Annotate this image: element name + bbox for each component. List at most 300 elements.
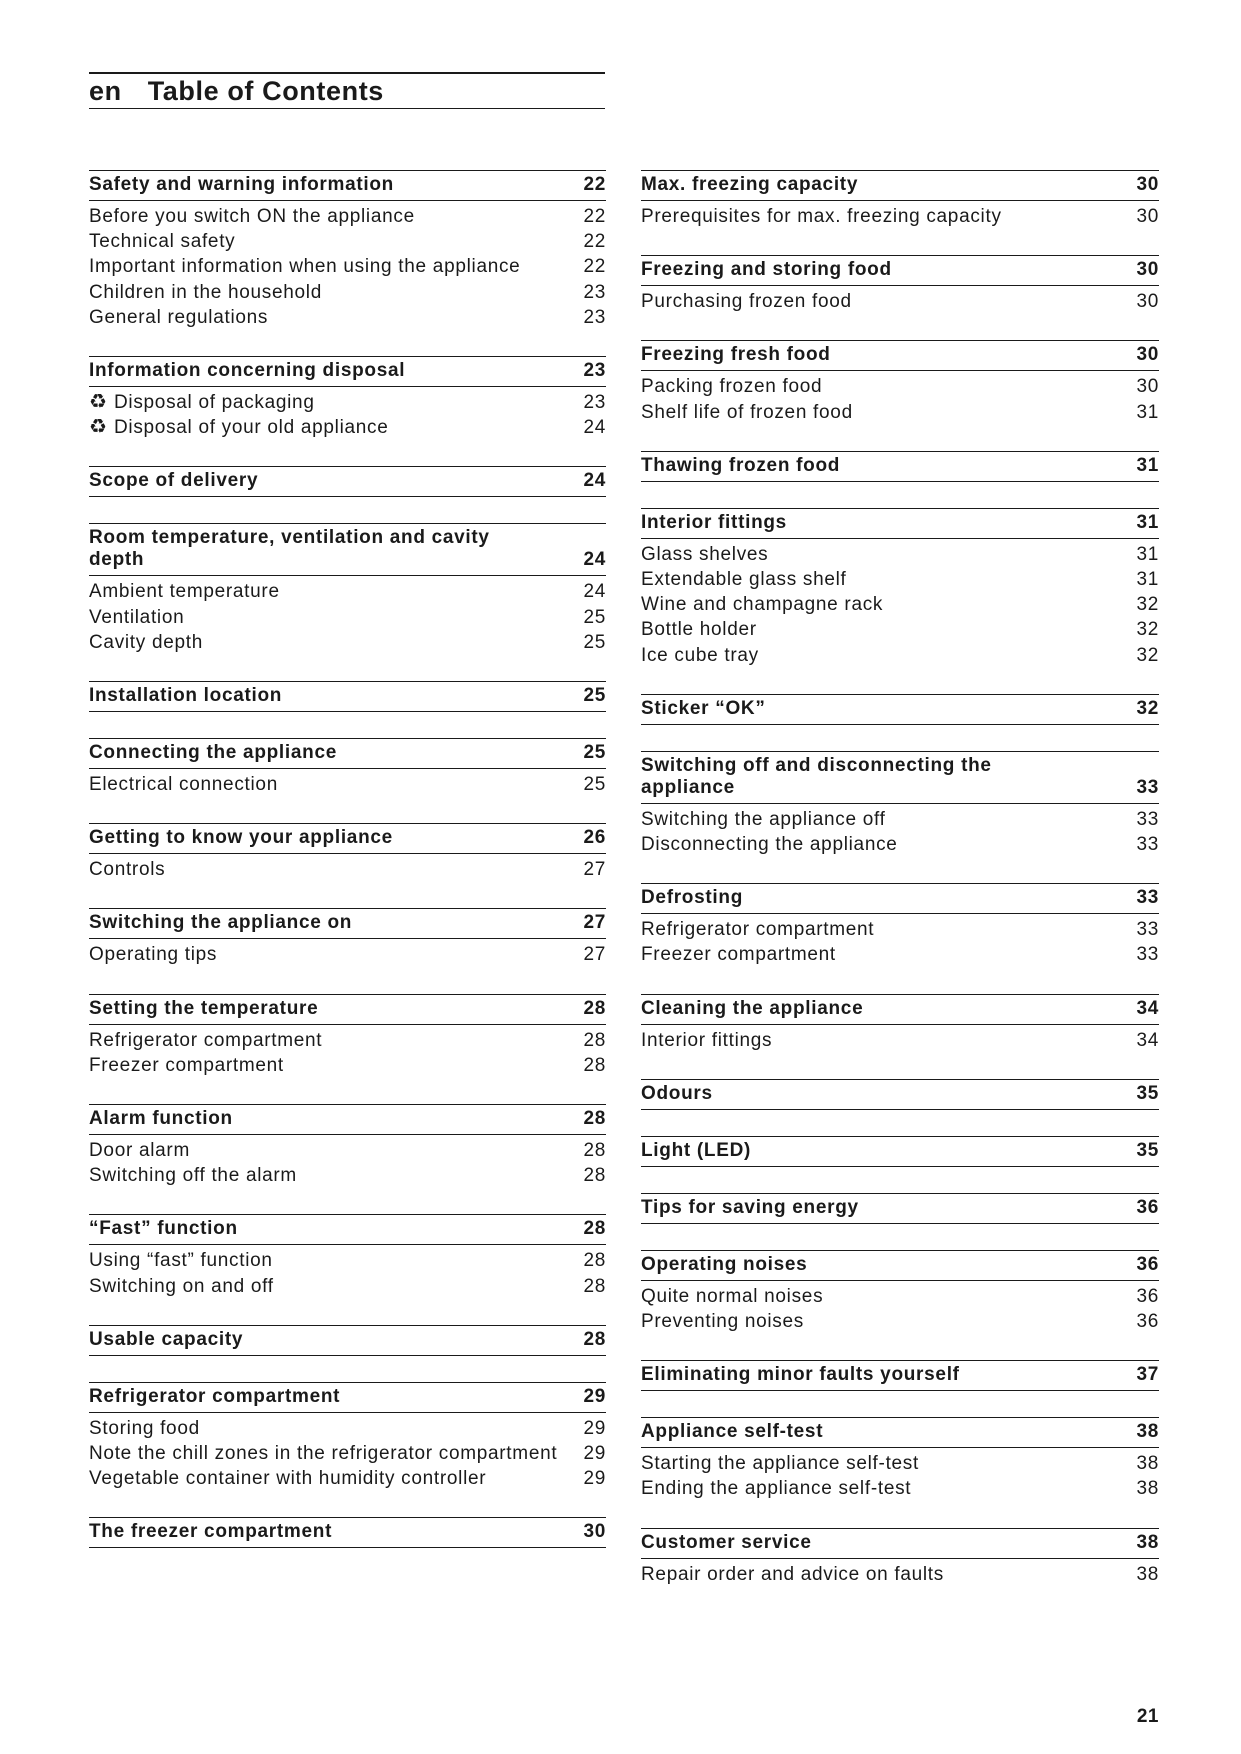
entry-title: Operating tips bbox=[89, 944, 218, 966]
section-title: Thawing frozen food bbox=[641, 454, 841, 476]
section-page-number: 36 bbox=[1136, 1196, 1159, 1218]
entry-page-number: 29 bbox=[583, 1468, 606, 1490]
toc-entry[interactable] bbox=[641, 1476, 1159, 1501]
entry-page-number: 23 bbox=[583, 306, 606, 328]
section-page-number: 30 bbox=[583, 1521, 606, 1543]
section-page-number: 27 bbox=[583, 912, 606, 934]
toc-section bbox=[641, 1079, 1159, 1110]
toc-entry[interactable] bbox=[89, 390, 606, 415]
toc-section-heading[interactable] bbox=[89, 681, 606, 712]
entry-title: Repair order and advice on faults bbox=[641, 1563, 944, 1585]
entry-title: Starting the appliance self-test bbox=[641, 1453, 919, 1475]
toc-section-heading[interactable] bbox=[641, 1360, 1159, 1391]
toc-section bbox=[641, 751, 1159, 857]
entry-text-wrap bbox=[89, 280, 322, 305]
section-title: Operating noises bbox=[641, 1253, 808, 1275]
toc-section bbox=[89, 823, 606, 882]
entry-page-number: 28 bbox=[583, 1275, 606, 1297]
section-page-number: 32 bbox=[1136, 697, 1159, 719]
entry-page-number: 38 bbox=[1136, 1453, 1159, 1475]
toc-section bbox=[641, 1360, 1159, 1391]
page-title: Table of Contents bbox=[147, 75, 384, 106]
toc-subentries bbox=[641, 286, 1159, 314]
entry-page-number: 23 bbox=[583, 281, 606, 303]
toc-section-heading[interactable] bbox=[89, 1214, 606, 1245]
toc-subentries bbox=[89, 1245, 606, 1298]
toc-entry[interactable] bbox=[89, 772, 606, 797]
toc-entry[interactable] bbox=[89, 1274, 606, 1299]
section-title: Getting to know your appliance bbox=[89, 827, 393, 849]
entry-text-wrap bbox=[89, 605, 184, 630]
entry-title: Switching the appliance off bbox=[641, 808, 886, 830]
toc-entry[interactable] bbox=[641, 1284, 1159, 1309]
toc-section bbox=[89, 1517, 606, 1548]
toc-section bbox=[641, 1193, 1159, 1224]
section-title: Switching the appliance on bbox=[89, 912, 353, 934]
entry-text-wrap bbox=[641, 1476, 911, 1501]
section-title: Max. freezing capacity bbox=[641, 174, 859, 195]
section-title: Usable capacity bbox=[89, 1328, 244, 1350]
toc-subentries bbox=[89, 1413, 606, 1492]
entry-page-number: 25 bbox=[583, 774, 606, 796]
entry-page-number: 31 bbox=[1136, 569, 1159, 591]
toc-section-heading[interactable] bbox=[89, 823, 606, 854]
entry-title: Using “fast” function bbox=[89, 1250, 273, 1272]
entry-page-number: 36 bbox=[1136, 1285, 1159, 1307]
section-page-number: 28 bbox=[583, 1108, 606, 1130]
entry-text-wrap bbox=[89, 1274, 274, 1299]
toc-entry[interactable] bbox=[641, 592, 1159, 617]
entry-text-wrap bbox=[89, 1028, 322, 1053]
section-page-number: 30 bbox=[1136, 259, 1159, 281]
toc-right-column bbox=[641, 170, 1159, 1613]
toc-section bbox=[89, 1382, 606, 1492]
toc-subentries bbox=[641, 804, 1159, 857]
entry-page-number: 23 bbox=[583, 392, 606, 414]
entry-text-wrap bbox=[641, 1309, 804, 1334]
entry-text-wrap bbox=[89, 254, 520, 279]
section-page-number: 25 bbox=[583, 742, 606, 764]
toc-entry[interactable] bbox=[641, 400, 1159, 425]
toc-section-heading[interactable] bbox=[641, 451, 1159, 482]
entry-page-number: 38 bbox=[1136, 1563, 1159, 1585]
entry-title: Packing frozen food bbox=[641, 376, 823, 398]
toc-entry[interactable] bbox=[89, 579, 606, 604]
toc-section-heading[interactable] bbox=[89, 1325, 606, 1356]
entry-text-wrap bbox=[89, 942, 217, 967]
toc-entry[interactable] bbox=[641, 204, 1159, 229]
toc-section-heading[interactable] bbox=[641, 1528, 1159, 1559]
entry-text-wrap bbox=[89, 1053, 284, 1078]
section-title: Interior fittings bbox=[641, 511, 787, 533]
entry-text-wrap bbox=[89, 579, 280, 604]
section-title: Sticker “OK” bbox=[641, 697, 766, 719]
toc-subentries bbox=[641, 539, 1159, 668]
section-page-number: 36 bbox=[1136, 1253, 1159, 1275]
entry-page-number: 22 bbox=[583, 256, 606, 278]
entry-page-number: 32 bbox=[1136, 644, 1159, 666]
toc-section-heading[interactable] bbox=[89, 523, 606, 576]
entry-text-wrap bbox=[89, 1138, 190, 1163]
entry-page-number: 30 bbox=[1136, 291, 1159, 313]
entry-text-wrap bbox=[641, 289, 852, 314]
toc-entry[interactable] bbox=[89, 1163, 606, 1188]
toc-section bbox=[89, 1214, 606, 1298]
toc-section-heading[interactable] bbox=[89, 356, 606, 387]
toc-section bbox=[641, 1250, 1159, 1334]
entry-title: Storing food bbox=[89, 1417, 200, 1439]
section-title: Freezing and storing food bbox=[641, 259, 892, 281]
entry-text-wrap bbox=[89, 1416, 200, 1441]
toc-subentries bbox=[641, 201, 1159, 229]
section-title: Connecting the appliance bbox=[89, 742, 337, 764]
entry-text-wrap bbox=[89, 772, 278, 797]
toc-entry[interactable] bbox=[89, 942, 606, 967]
entry-title: Ending the appliance self-test bbox=[641, 1478, 912, 1500]
entry-page-number: 30 bbox=[1136, 376, 1159, 398]
toc-section-heading[interactable] bbox=[641, 694, 1159, 725]
toc-entry[interactable] bbox=[89, 1248, 606, 1273]
toc-entry[interactable] bbox=[89, 605, 606, 630]
section-title: Installation location bbox=[89, 685, 283, 707]
entry-title: Shelf life of frozen food bbox=[641, 401, 853, 423]
toc-section-heading[interactable] bbox=[89, 1382, 606, 1413]
section-title: Light (LED) bbox=[641, 1139, 752, 1161]
toc-section bbox=[89, 1325, 606, 1356]
entry-page-number: 33 bbox=[1136, 919, 1159, 941]
toc-subentries bbox=[89, 769, 606, 797]
section-page-number: 25 bbox=[583, 685, 606, 707]
entry-title: Children in the household bbox=[89, 281, 322, 303]
entry-title: Technical safety bbox=[89, 231, 236, 253]
toc-entry[interactable] bbox=[89, 1138, 606, 1163]
toc-entry[interactable] bbox=[641, 1028, 1159, 1053]
entry-text-wrap bbox=[641, 807, 886, 832]
section-page-number: 22 bbox=[583, 174, 606, 195]
entry-title: Vegetable container with humidity controller bbox=[89, 1468, 487, 1490]
section-title: Odours bbox=[641, 1082, 713, 1104]
toc-subentries bbox=[89, 939, 606, 967]
toc-section-heading[interactable] bbox=[89, 738, 606, 769]
toc-section bbox=[89, 466, 606, 497]
entry-page-number: 28 bbox=[583, 1029, 606, 1051]
entry-title: Refrigerator compartment bbox=[89, 1029, 323, 1051]
toc-section bbox=[641, 340, 1159, 424]
toc-section-heading[interactable] bbox=[89, 1517, 606, 1548]
entry-page-number: 29 bbox=[583, 1417, 606, 1439]
entry-text-wrap bbox=[89, 1466, 486, 1491]
toc-section bbox=[641, 1417, 1159, 1501]
entry-text-wrap bbox=[89, 1248, 273, 1273]
entry-text-wrap bbox=[89, 1441, 557, 1466]
entry-title: Switching off the alarm bbox=[89, 1165, 297, 1187]
entry-page-number: 34 bbox=[1136, 1029, 1159, 1051]
toc-subentries bbox=[641, 371, 1159, 424]
toc-subentries bbox=[89, 1025, 606, 1078]
entry-title: Electrical connection bbox=[89, 774, 278, 796]
toc-section-heading[interactable] bbox=[641, 751, 1159, 804]
entry-text-wrap bbox=[641, 204, 1002, 229]
section-title: Tips for saving energy bbox=[641, 1196, 859, 1218]
entry-title: Note the chill zones in the refrigerator compartment bbox=[89, 1443, 558, 1465]
toc-section bbox=[641, 694, 1159, 725]
toc-entry[interactable] bbox=[641, 807, 1159, 832]
entry-text-wrap bbox=[641, 942, 836, 967]
entry-page-number: 28 bbox=[583, 1250, 606, 1272]
toc-entry[interactable] bbox=[89, 1053, 606, 1078]
toc-entry[interactable] bbox=[641, 643, 1159, 668]
toc-section-heading[interactable] bbox=[641, 255, 1159, 286]
entry-text-wrap bbox=[89, 1163, 297, 1188]
toc-section-heading[interactable] bbox=[641, 1079, 1159, 1110]
entry-title: General regulations bbox=[89, 306, 269, 328]
entry-page-number: 22 bbox=[583, 206, 606, 227]
toc-section-heading[interactable] bbox=[641, 340, 1159, 371]
toc-entry[interactable] bbox=[641, 917, 1159, 942]
section-page-number: 26 bbox=[583, 827, 606, 849]
section-title: Setting the temperature bbox=[89, 997, 319, 1019]
entry-page-number: 24 bbox=[583, 417, 606, 439]
toc-section-heading[interactable] bbox=[641, 1193, 1159, 1224]
toc-subentries bbox=[89, 387, 606, 440]
section-title: Refrigerator compartment bbox=[89, 1385, 341, 1407]
entry-page-number: 33 bbox=[1136, 834, 1159, 856]
section-page-number: 38 bbox=[1136, 1531, 1159, 1553]
entry-title: Refrigerator compartment bbox=[641, 919, 875, 941]
entry-page-number: 33 bbox=[1136, 944, 1159, 966]
section-page-number: 33 bbox=[1136, 776, 1159, 798]
toc-section-heading[interactable] bbox=[641, 1417, 1159, 1448]
toc-section bbox=[89, 170, 606, 330]
toc-subentries bbox=[89, 1135, 606, 1188]
section-title: Scope of delivery bbox=[89, 470, 259, 492]
section-page-number: 33 bbox=[1136, 887, 1159, 909]
section-page-number: 34 bbox=[1136, 997, 1159, 1019]
entry-page-number: 28 bbox=[583, 1165, 606, 1187]
entry-text-wrap bbox=[641, 617, 757, 642]
toc-subentries bbox=[641, 1559, 1159, 1587]
section-title: Switching off and disconnecting the appliance bbox=[641, 754, 992, 798]
entry-title: Extendable glass shelf bbox=[641, 569, 847, 591]
toc-entry[interactable] bbox=[89, 857, 606, 882]
toc-subentries bbox=[641, 1448, 1159, 1501]
entry-title: Wine and champagne rack bbox=[641, 594, 884, 616]
toc-section-heading[interactable] bbox=[641, 994, 1159, 1025]
toc-section-heading[interactable] bbox=[89, 1104, 606, 1135]
toc-section-heading[interactable] bbox=[89, 466, 606, 497]
entry-page-number: 30 bbox=[1136, 206, 1159, 227]
section-page-number: 30 bbox=[1136, 174, 1159, 195]
entry-text-wrap bbox=[641, 1284, 823, 1309]
toc-section bbox=[89, 681, 606, 712]
section-title: Safety and warning information bbox=[89, 174, 394, 195]
entry-title: Bottle holder bbox=[641, 619, 757, 641]
section-title: Room temperature, ventilation and cavity depth bbox=[89, 527, 490, 571]
entry-page-number: 33 bbox=[1136, 808, 1159, 830]
section-page-number: 31 bbox=[1136, 511, 1159, 533]
toc-section-heading[interactable] bbox=[89, 170, 606, 201]
entry-title: Ice cube tray bbox=[641, 644, 759, 666]
toc-entry[interactable] bbox=[89, 204, 606, 229]
entry-text-wrap bbox=[89, 204, 415, 229]
entry-title: Ventilation bbox=[89, 606, 185, 628]
toc-entry[interactable] bbox=[89, 1466, 606, 1491]
toc-entry[interactable] bbox=[89, 415, 606, 440]
entry-title: Switching on and off bbox=[89, 1275, 274, 1297]
toc-subentries bbox=[89, 854, 606, 882]
toc-entry[interactable] bbox=[641, 289, 1159, 314]
entry-page-number: 22 bbox=[583, 231, 606, 253]
toc-section-heading[interactable] bbox=[89, 908, 606, 939]
toc-left-column bbox=[89, 170, 606, 1574]
entry-page-number: 31 bbox=[1136, 543, 1159, 565]
toc-entry[interactable] bbox=[641, 1309, 1159, 1334]
toc-entry[interactable] bbox=[641, 1562, 1159, 1587]
section-page-number: 30 bbox=[1136, 344, 1159, 366]
entry-page-number: 24 bbox=[583, 581, 606, 603]
section-page-number: 28 bbox=[583, 1328, 606, 1350]
toc-section bbox=[641, 994, 1159, 1053]
toc-section bbox=[641, 1136, 1159, 1167]
entry-page-number: 38 bbox=[1136, 1478, 1159, 1500]
toc-section-heading[interactable] bbox=[641, 170, 1159, 201]
entry-text-wrap bbox=[641, 1451, 919, 1476]
language-code: en bbox=[89, 75, 122, 106]
entry-text-wrap bbox=[641, 832, 898, 857]
toc-section-heading[interactable] bbox=[641, 883, 1159, 914]
entry-title: Ambient temperature bbox=[89, 581, 280, 603]
entry-text-wrap bbox=[89, 415, 389, 440]
toc-section bbox=[641, 255, 1159, 314]
entry-page-number: 27 bbox=[583, 944, 606, 966]
section-page-number: 37 bbox=[1136, 1364, 1159, 1386]
entry-page-number: 32 bbox=[1136, 619, 1159, 641]
entry-text-wrap bbox=[641, 917, 874, 942]
entry-text-wrap bbox=[641, 1028, 772, 1053]
section-page-number: 28 bbox=[583, 1218, 606, 1240]
toc-section bbox=[89, 908, 606, 967]
toc-subentries bbox=[641, 914, 1159, 967]
page-header bbox=[89, 72, 605, 109]
entry-title: Before you switch ON the appliance bbox=[89, 206, 415, 227]
entry-text-wrap bbox=[641, 374, 822, 399]
entry-page-number: 25 bbox=[583, 631, 606, 653]
entry-text-wrap bbox=[89, 630, 203, 655]
toc-entry[interactable] bbox=[641, 542, 1159, 567]
toc-subentries bbox=[89, 201, 606, 330]
toc-section bbox=[641, 1528, 1159, 1587]
toc-entry[interactable] bbox=[89, 630, 606, 655]
entry-text-wrap bbox=[641, 567, 847, 592]
entry-text-wrap bbox=[641, 592, 883, 617]
entry-title: Freezer compartment bbox=[641, 944, 836, 966]
page-number: 21 bbox=[1136, 1706, 1159, 1727]
entry-title: Prerequisites for max. freezing capacity bbox=[641, 206, 1002, 227]
section-page-number: 29 bbox=[583, 1385, 606, 1407]
toc-section bbox=[641, 451, 1159, 482]
toc-section bbox=[89, 1104, 606, 1188]
toc-entry[interactable] bbox=[641, 942, 1159, 967]
toc-entry[interactable] bbox=[641, 832, 1159, 857]
toc-entry[interactable] bbox=[641, 567, 1159, 592]
entry-text-wrap bbox=[89, 229, 235, 254]
toc-entry[interactable] bbox=[89, 254, 606, 279]
entry-title: Controls bbox=[89, 859, 166, 881]
section-title: Alarm function bbox=[89, 1108, 233, 1130]
toc-entry[interactable] bbox=[89, 1441, 606, 1466]
entry-page-number: 27 bbox=[583, 859, 606, 881]
recycle-icon: ♻ bbox=[89, 391, 108, 414]
entry-title: Purchasing frozen food bbox=[641, 291, 852, 313]
entry-title: Quite normal noises bbox=[641, 1285, 824, 1307]
entry-text-wrap bbox=[89, 857, 165, 882]
toc-entry[interactable] bbox=[641, 374, 1159, 399]
toc-section-heading[interactable] bbox=[641, 1250, 1159, 1281]
toc-subentries bbox=[89, 576, 606, 655]
toc-entry[interactable] bbox=[89, 1028, 606, 1053]
entry-title: Disconnecting the appliance bbox=[641, 834, 898, 856]
entry-title: Cavity depth bbox=[89, 631, 204, 653]
section-title: Defrosting bbox=[641, 887, 743, 909]
entry-page-number: 31 bbox=[1136, 401, 1159, 423]
entry-text-wrap bbox=[641, 400, 853, 425]
toc-subentries bbox=[641, 1025, 1159, 1053]
recycle-icon: ♻ bbox=[89, 416, 108, 439]
entry-page-number: 29 bbox=[583, 1443, 606, 1465]
entry-page-number: 36 bbox=[1136, 1311, 1159, 1333]
toc-section bbox=[89, 523, 606, 655]
entry-text-wrap bbox=[89, 390, 315, 415]
toc-section-heading[interactable] bbox=[89, 994, 606, 1025]
section-page-number: 23 bbox=[583, 360, 606, 382]
toc-entry[interactable] bbox=[641, 617, 1159, 642]
entry-title: Glass shelves bbox=[641, 543, 769, 565]
section-title: Eliminating minor faults yourself bbox=[641, 1364, 960, 1386]
entry-title: Freezer compartment bbox=[89, 1054, 284, 1076]
toc-entry[interactable] bbox=[89, 305, 606, 330]
entry-title: Preventing noises bbox=[641, 1311, 804, 1333]
toc-section-heading[interactable] bbox=[641, 1136, 1159, 1167]
section-title: Appliance self-test bbox=[641, 1421, 824, 1443]
entry-text-wrap bbox=[641, 643, 759, 668]
toc-section-heading[interactable] bbox=[641, 508, 1159, 539]
section-page-number: 35 bbox=[1136, 1082, 1159, 1104]
toc-section bbox=[89, 356, 606, 440]
section-page-number: 24 bbox=[583, 470, 606, 492]
section-page-number: 28 bbox=[583, 997, 606, 1019]
toc-entry[interactable] bbox=[89, 1416, 606, 1441]
entry-page-number: 32 bbox=[1136, 594, 1159, 616]
toc-entry[interactable] bbox=[641, 1451, 1159, 1476]
section-page-number: 38 bbox=[1136, 1421, 1159, 1443]
entry-title: Interior fittings bbox=[641, 1029, 773, 1051]
entry-text-wrap bbox=[641, 542, 768, 567]
section-title: Information concerning disposal bbox=[89, 360, 406, 382]
toc-entry[interactable] bbox=[89, 280, 606, 305]
entry-text-wrap bbox=[89, 305, 268, 330]
section-title: “Fast” function bbox=[89, 1218, 238, 1240]
section-page-number: 31 bbox=[1136, 454, 1159, 476]
entry-title: Important information when using the appliance bbox=[89, 256, 521, 278]
toc-section bbox=[641, 170, 1159, 229]
entry-title: Disposal of your old appliance bbox=[114, 417, 389, 439]
toc-subentries bbox=[641, 1281, 1159, 1334]
toc-entry[interactable] bbox=[89, 229, 606, 254]
entry-title: Disposal of packaging bbox=[114, 392, 315, 414]
entry-text-wrap bbox=[641, 1562, 944, 1587]
entry-page-number: 28 bbox=[583, 1054, 606, 1076]
section-title: The freezer compartment bbox=[89, 1521, 333, 1543]
